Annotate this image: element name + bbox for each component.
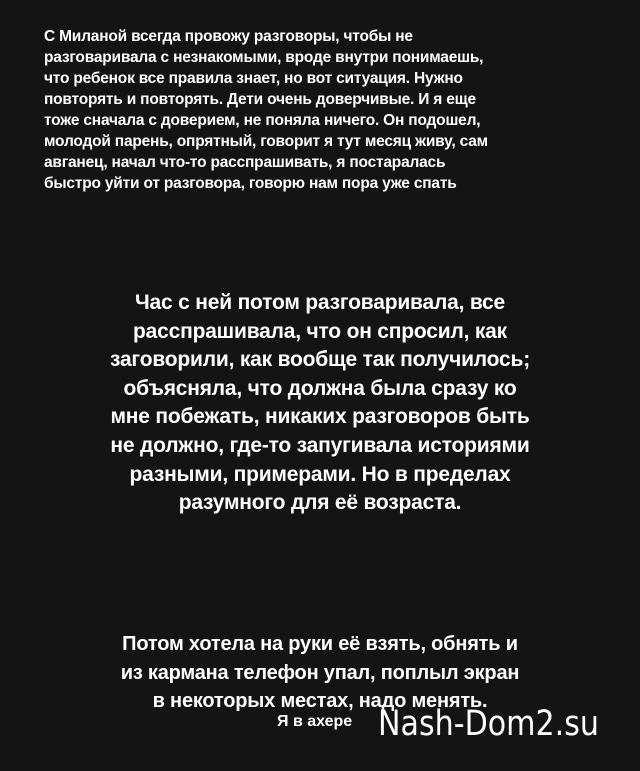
text-line: быстро уйти от разговора, говорю нам пора уже спать — [44, 175, 457, 192]
text-line: что ребенок все правила знает, но вот ситуация. Нужно — [44, 70, 463, 87]
text-line: разумного для её возраста. — [178, 491, 462, 515]
text-line: не должно, где-то запугивала историями — [110, 433, 530, 457]
text-line: разговаривала с незнакомыми, вроде внутри понимаешь, — [44, 49, 484, 66]
text-line: из кармана телефон упал, поплыл экран — [120, 661, 520, 684]
site-watermark: Nash-Dom2.su — [378, 704, 599, 744]
text-line: тоже сначала с доверием, не поняла ничего. Он подошел, — [44, 112, 481, 129]
story-caption: Я в ахере — [277, 713, 353, 730]
text-line: Час с ней потом разговаривала, все — [135, 291, 505, 314]
story-text-paragraph-3 — [60, 630, 580, 716]
story-text-paragraph-2 — [80, 289, 560, 518]
text-line: С Миланой всегда провожу разговоры, чтобы не — [44, 28, 413, 45]
text-line: авганец, начал что-то расспрашивать, я постаралась — [44, 154, 446, 171]
text-line: заговорили, как вообще так получилось; — [109, 348, 531, 372]
text-line: повторять и повторять. Дети очень доверчивые. И я еще — [44, 91, 476, 108]
text-line: Потом хотела на руки её взять, обнять и — [122, 633, 518, 655]
text-line: молодой парень, опрятный, говорит я тут месяц живу, сам — [44, 133, 488, 150]
text-line: расспрашивала, что он спросил, как — [133, 319, 507, 343]
text-line: мне побежать, никаких разговоров быть — [110, 405, 530, 429]
text-line: в некоторых местах, надо менять. — [152, 690, 488, 712]
story-text-paragraph-1 — [44, 26, 604, 194]
text-line: объясняла, что должна была сразу ко — [123, 376, 517, 400]
text-line: разными, примерами. Но в пределах — [129, 462, 511, 486]
